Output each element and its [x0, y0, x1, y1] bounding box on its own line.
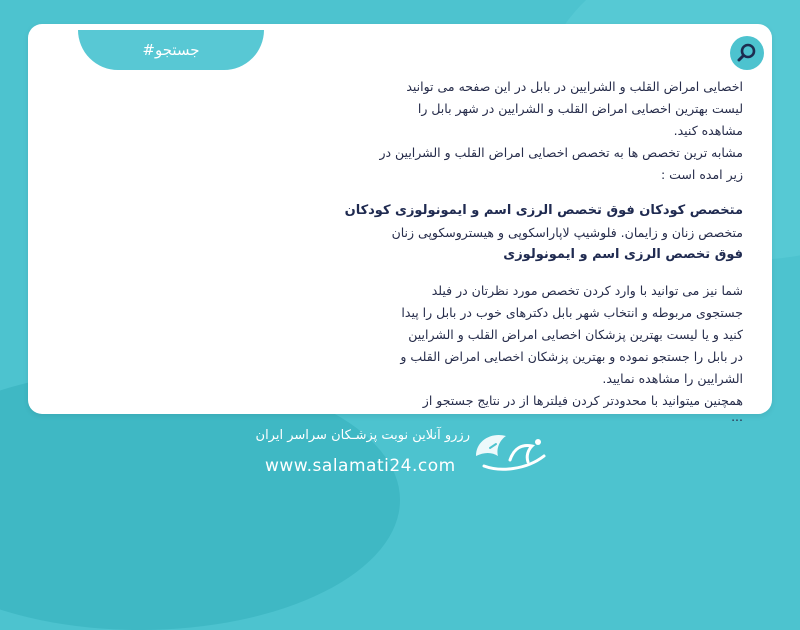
card-content	[313, 76, 743, 422]
body-line: در بابل را جستجو نموده و بهترین پزشکان اخصایی امراض القلب و	[400, 349, 743, 364]
related-specialty-link[interactable]: متخصص کودکان فوق تخصص الرزی اسم و ایمونولوزی کودکان	[344, 203, 743, 218]
body-line: کنید و یا لیست بهترین پزشکان اخصایی امراض القلب و الشرایین	[408, 327, 743, 342]
spacer	[313, 266, 743, 280]
result-card	[28, 24, 772, 424]
related-specialty-link[interactable]: متخصص زنان و زایمان. فلوشیپ لاپاراسکوپی و هیستروسکوپی زنان	[391, 225, 743, 240]
search-icon	[736, 42, 758, 64]
intro-line: زیر امده است :	[660, 167, 743, 182]
body-line: شما نیز می توانید با وارد کردن تخصص مورد نظرتان در فیلد	[431, 283, 743, 298]
search-button[interactable]	[730, 36, 764, 70]
spacer	[313, 186, 743, 200]
ellipsis: ...	[731, 409, 743, 424]
body-line: جستجوی مربوطه و انتخاب شهر بابل دکترهای خوب در بابل را پیدا	[401, 305, 743, 320]
intro-line: مشابه ترین تخصص ها به تخصص اخصایی امراض القلب و الشرایین در	[379, 145, 743, 160]
body-line: الشرایین را مشاهده نمایید.	[602, 371, 743, 386]
salamati-logo	[470, 426, 552, 478]
footer-tagline: رزرو آنلاین نوبت پزشـکان سراسر ایران	[255, 428, 470, 443]
body-line: همچنین میتوانید با محدودتر کردن فیلترها از در نتایج جستجو از	[422, 393, 743, 408]
intro-line: اخصایی امراض القلب و الشرایین در بابل در این صفحه می توانید	[406, 79, 743, 94]
hashtag-tab[interactable]: #جستجو	[78, 30, 264, 70]
footer-url[interactable]: www.salamati24.com	[265, 456, 456, 476]
intro-line: مشاهده کنید.	[673, 123, 743, 138]
intro-line: لیست بهترین اخصایی امراض القلب و الشرایین در شهر بابل را	[417, 101, 743, 116]
related-specialty-link[interactable]: فوق تخصص الرزی اسم و ایمونولوزی	[503, 247, 743, 262]
